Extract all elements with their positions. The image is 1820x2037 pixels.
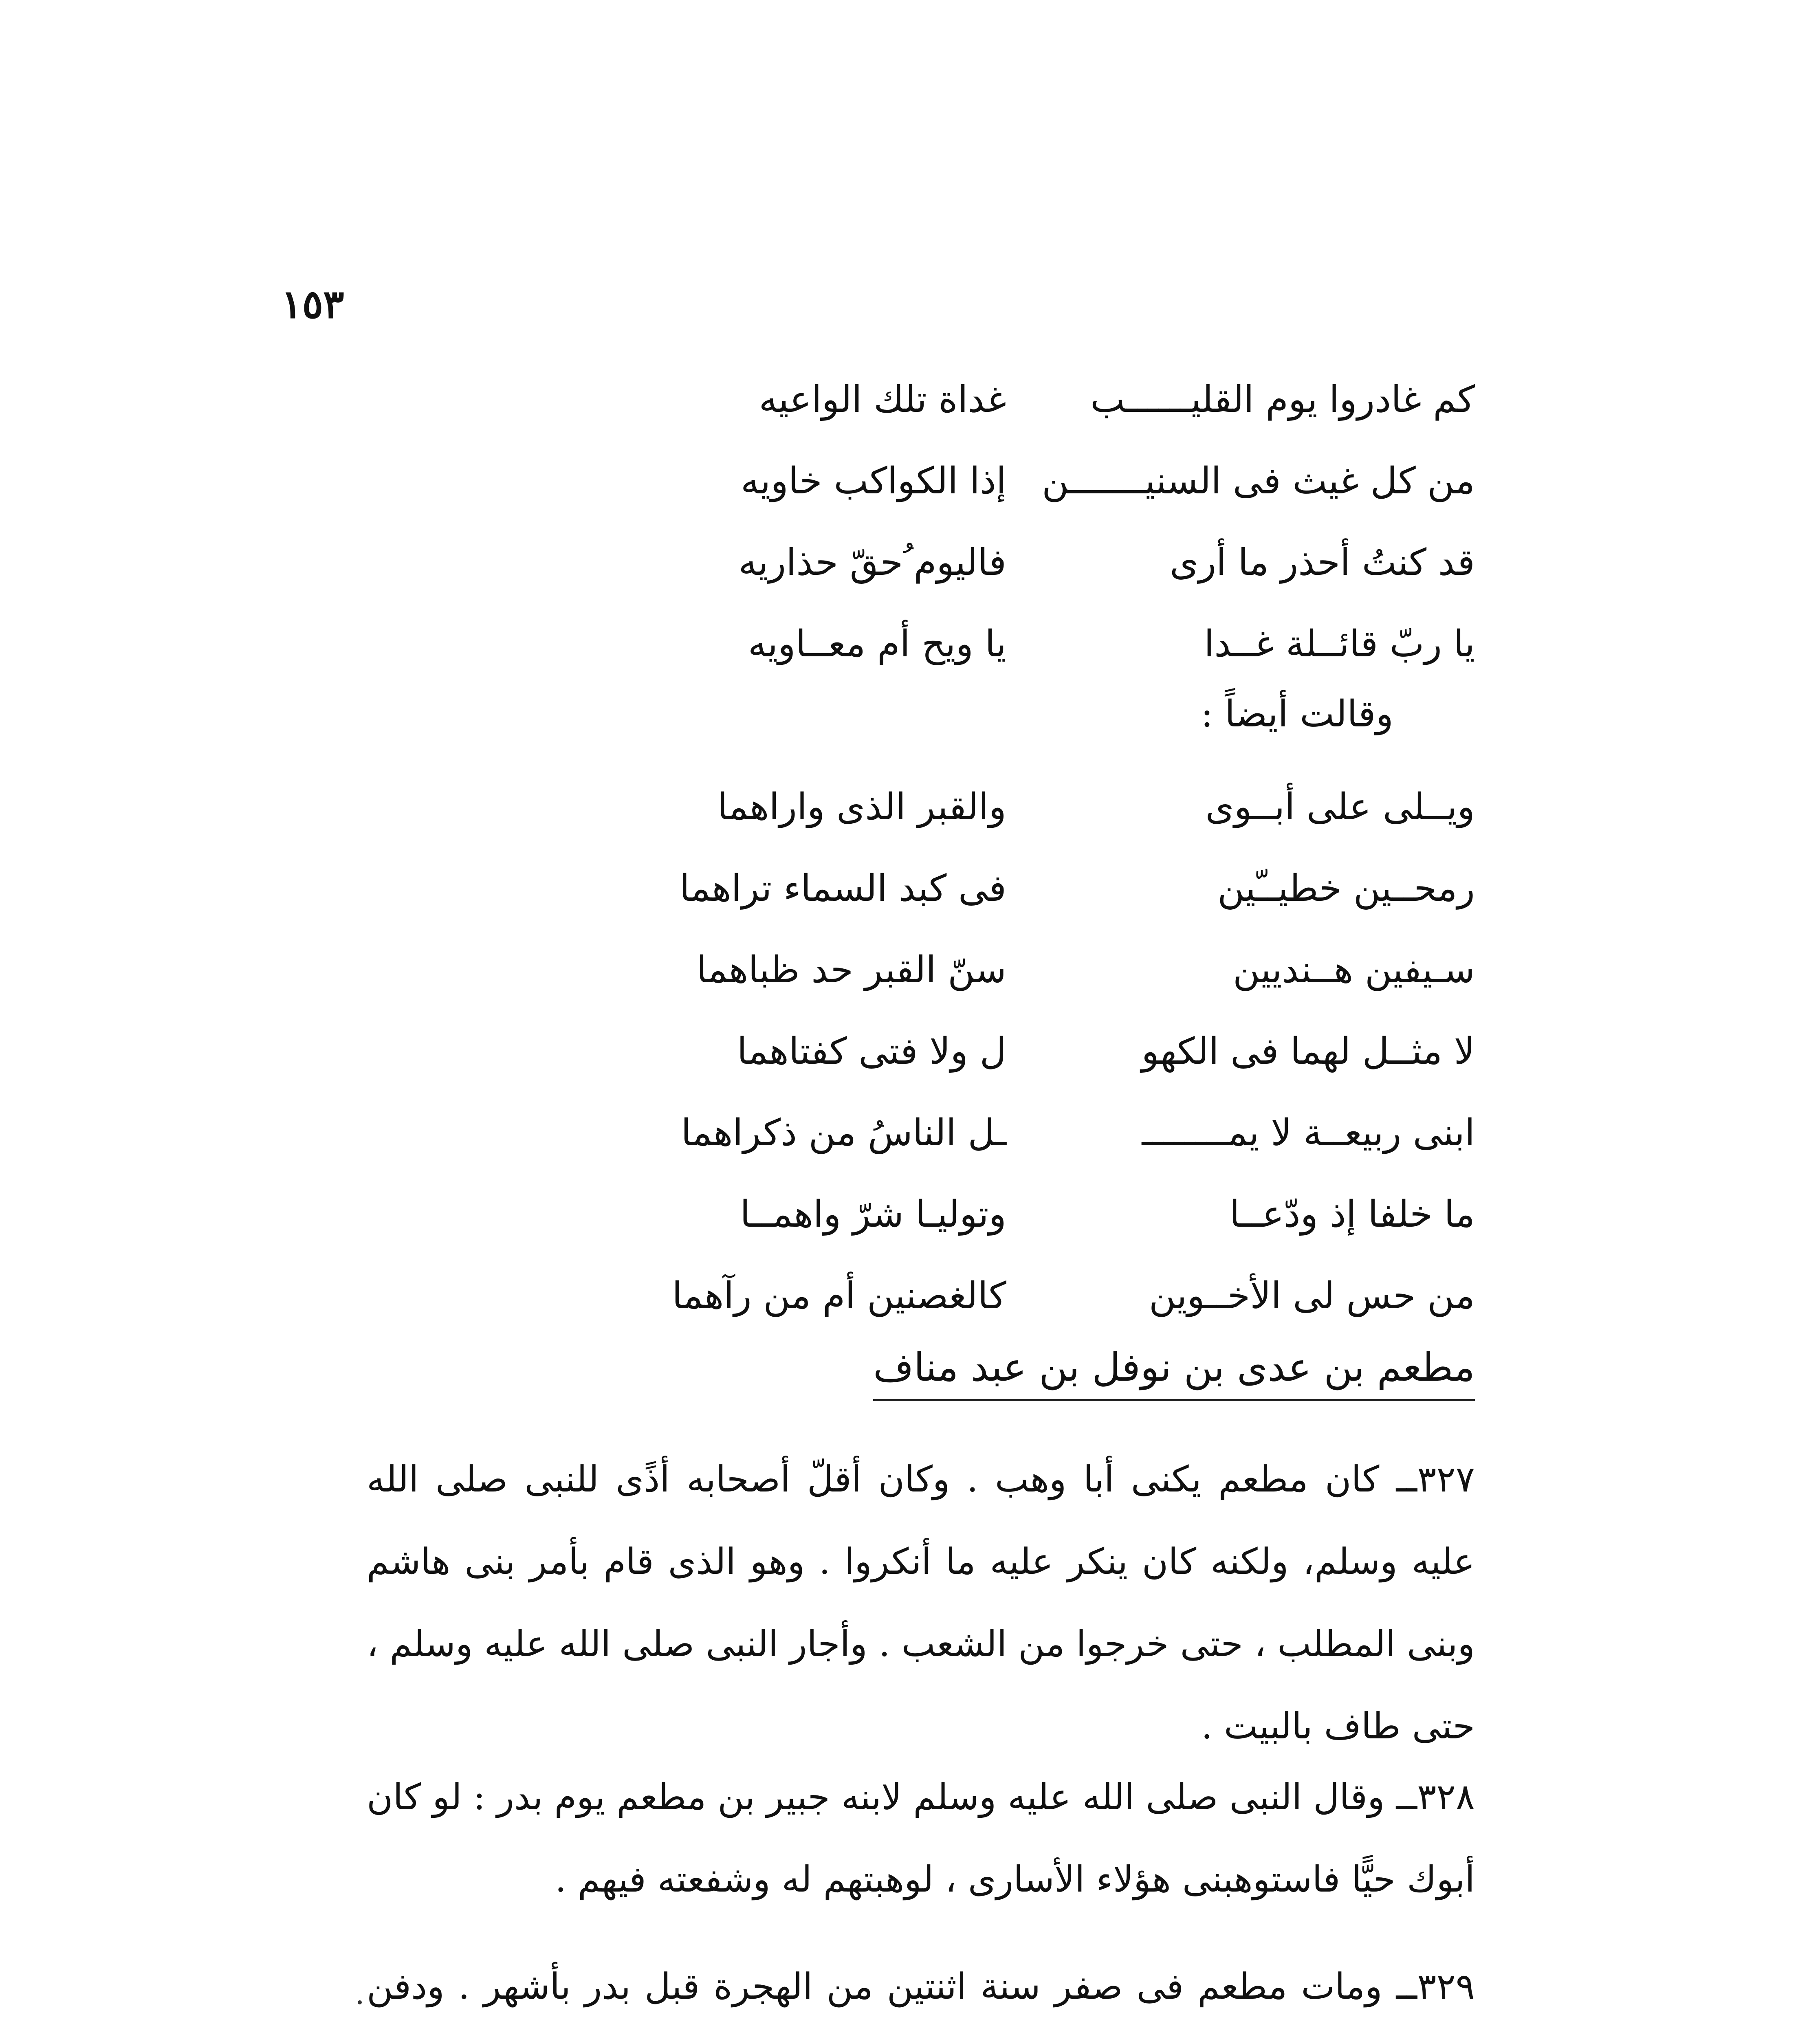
- poem-line: [367, 359, 1475, 440]
- poem-line: [367, 521, 1475, 603]
- poem-line: [367, 440, 1475, 521]
- poem-line: [367, 847, 1475, 929]
- verse-first-hemistich: ويــلى على أبــوى: [1205, 785, 1475, 828]
- paragraph-328: ٣٢٨ــ وقال النبى صلى الله عليه وسلم لابنه جبير بن مطعم يوم بدر : لو كان أبوك حيًّا فاستوهبنى هؤلاء الأسارى ، لوهبتهم له وشفعته فيهم .: [367, 1776, 1475, 1900]
- verse-first-hemistich: سـيفين هــنديين: [1232, 948, 1475, 991]
- verse-first-hemistich: رمحــين خطيــّين: [1217, 867, 1475, 910]
- verse-second-hemistich: غداة تلك الواعيه: [759, 378, 1006, 421]
- poem-line: [367, 1010, 1475, 1092]
- verse-second-hemistich: إذا الكواكب خاويه: [741, 459, 1006, 502]
- verse-first-hemistich: لا مثــل لهما فى الكهو: [1141, 1029, 1475, 1073]
- verse-second-hemistich: كالغصنين أم من رآهما: [672, 1274, 1006, 1317]
- verse-first-hemistich: ابنى ربيعــة لا يمــــــــ: [1142, 1111, 1475, 1154]
- poem-2: [367, 766, 1475, 1336]
- poem-line: [367, 766, 1475, 847]
- verse-second-hemistich: فى كبد السماء تراهما: [679, 867, 1006, 910]
- poem-line: [367, 1092, 1475, 1173]
- verse-first-hemistich: ما خلفا إذ ودّعــا: [1229, 1192, 1475, 1236]
- verse-second-hemistich: سنّ القبر حد ظباهما: [696, 948, 1006, 991]
- poem-line: [367, 929, 1475, 1010]
- verse-second-hemistich: والقبر الذى واراهما: [717, 785, 1006, 828]
- section-heading-mutim: مطعم بن عدى بن نوفل بن عبد مناف: [873, 1344, 1475, 1401]
- poem-intro: وقالت أيضاً :: [1201, 693, 1393, 735]
- poem-1: [367, 359, 1475, 684]
- page-number: ١٥٣: [281, 281, 344, 327]
- verse-second-hemistich: ـل الناسُ من ذكراهما: [681, 1111, 1006, 1154]
- verse-second-hemistich: فاليوم ُحقّ حذاريه: [738, 541, 1006, 584]
- poem-line: [367, 1173, 1475, 1255]
- verse-first-hemistich: قد كنتُ أحذر ما أرى: [1170, 541, 1475, 584]
- verse-second-hemistich: ل ولا فتى كفتاهما: [737, 1029, 1006, 1073]
- verse-first-hemistich: من حس لى الأخــوين: [1149, 1274, 1475, 1317]
- verse-first-hemistich: كم غادروا يوم القليــــــب: [1090, 378, 1475, 421]
- verse-second-hemistich: يا ويح أم معــاويه: [748, 622, 1006, 665]
- verse-second-hemistich: وتوليـا شرّ واهمــا: [740, 1192, 1006, 1236]
- paragraph-329: ٣٢٩ــ ومات مطعم فى صفر سنة اثنتين من الهجرة قبل بدر بأشهر . ودفن: [367, 1965, 1475, 2007]
- verse-first-hemistich: من كل غيث فى السنيـــــــن: [1042, 459, 1475, 502]
- paragraph-327: ٣٢٧ــ كان مطعم يكنى أبا وهب . وكان أقلّ أصحابه أذًى للنبى صلى الله عليه وسلم، ولكنه كان ينكر عليه ما أنكروا . وهو الذى قام بأمر بنى هاشم وبنى المطلب ، حتى خرجوا من الشعب . وأجار النبى صلى الله عليه وسلم ، حتى طاف بالبيت .: [367, 1458, 1475, 1747]
- verse-first-hemistich: يا ربّ قائــلة غــدا: [1204, 622, 1475, 665]
- margin-speck: [358, 2000, 362, 2004]
- poem-line: [367, 1255, 1475, 1336]
- poem-line: [367, 603, 1475, 684]
